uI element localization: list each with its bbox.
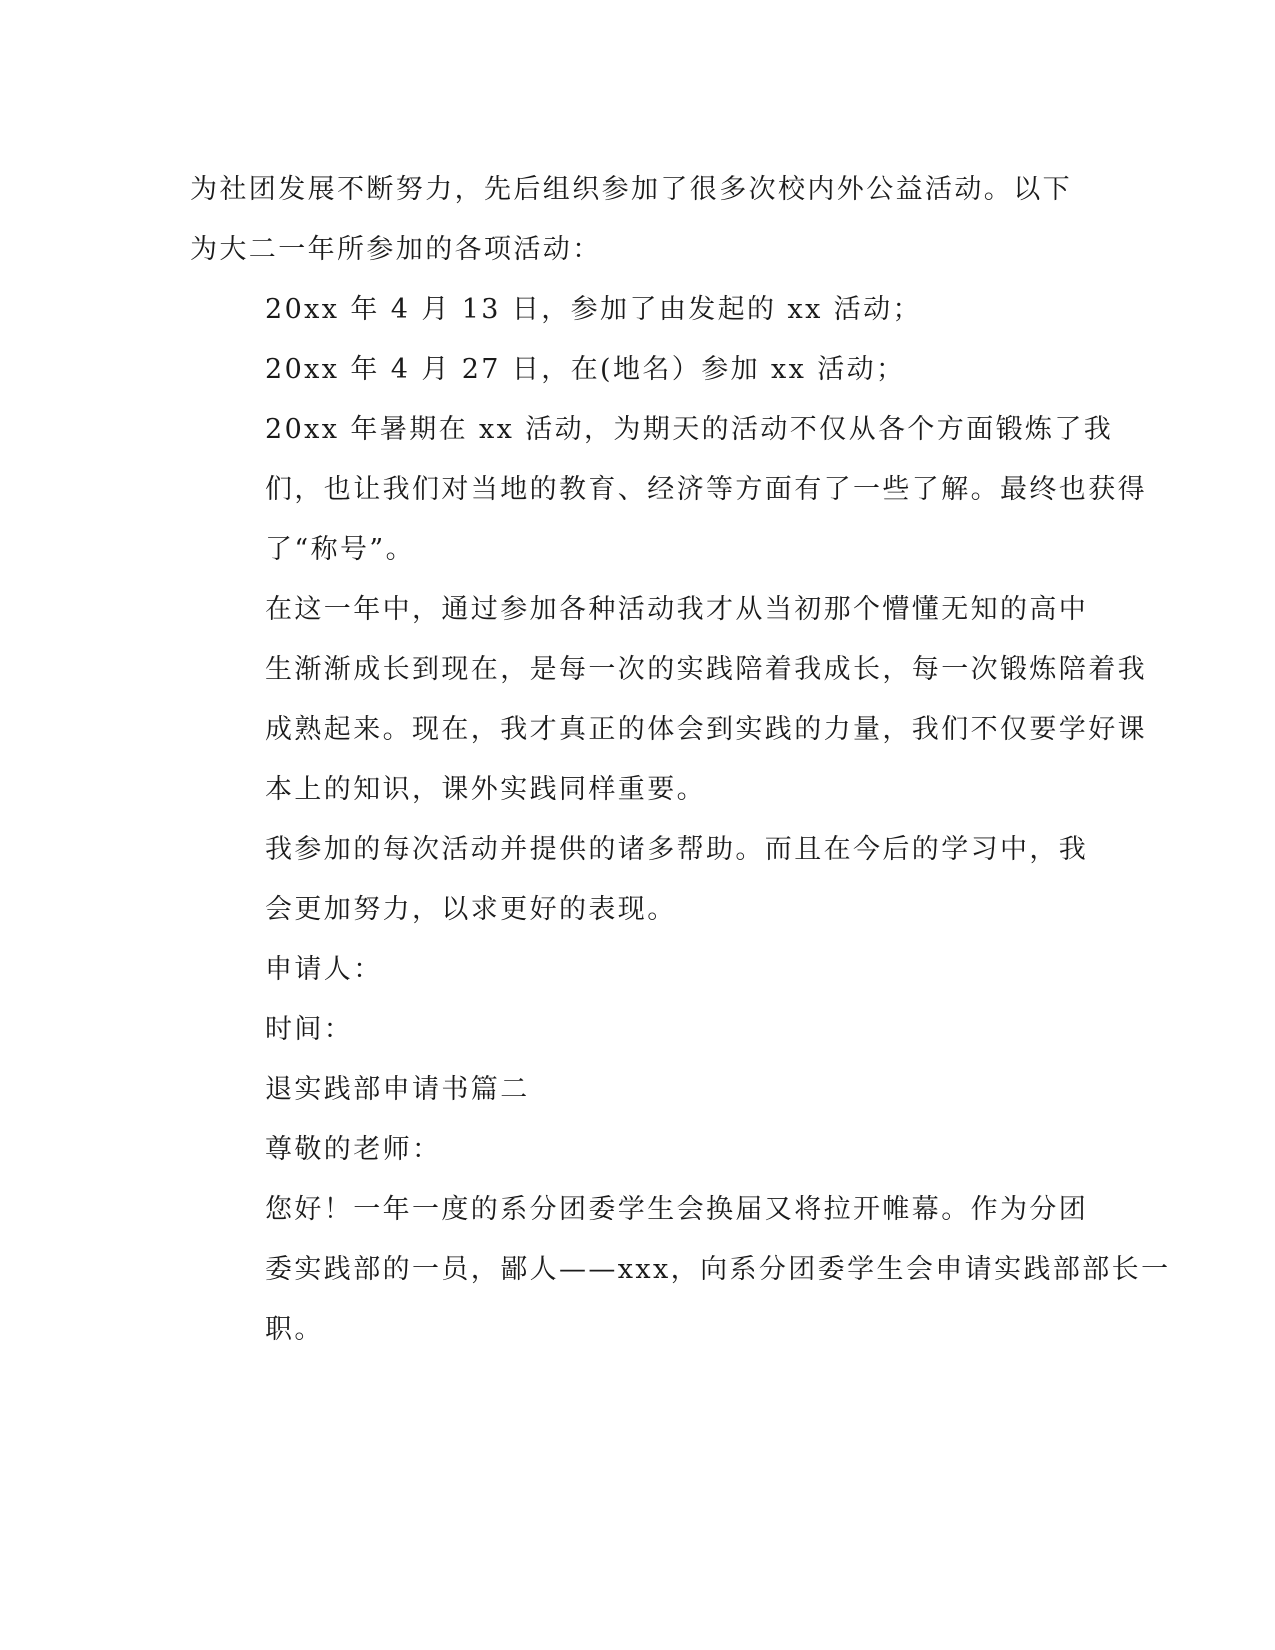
text-line: 退实践部申请书篇二 bbox=[265, 1074, 530, 1105]
paragraph-activity-april-27 bbox=[190, 340, 1080, 400]
text-line: 尊敬的老师： bbox=[265, 1134, 442, 1165]
section-title bbox=[190, 1060, 1080, 1120]
text-line: 您好！一年一度的系分团委学生会换届又将拉开帷幕。作为分团 bbox=[265, 1194, 1089, 1225]
paragraph-activity-april-13 bbox=[190, 280, 1080, 340]
text-line: 委实践部的一员，鄙人——xxx，向系分团委学生会申请实践部部长一 bbox=[265, 1254, 1171, 1285]
text-line: 成熟起来。现在，我才真正的体会到实践的力量，我们不仅要学好课 bbox=[265, 714, 1147, 745]
text-line: 本上的知识，课外实践同样重要。 bbox=[265, 774, 706, 805]
text-line: 为大二一年所参加的各项活动： bbox=[190, 234, 602, 265]
text-line: 会更加努力，以求更好的表现。 bbox=[265, 894, 677, 925]
paragraph-future-commitment bbox=[190, 820, 1089, 940]
text-line: 生渐渐成长到现在，是每一次的实践陪着我成长，每一次锻炼陪着我 bbox=[265, 654, 1147, 685]
text-line: 申请人： bbox=[265, 954, 383, 985]
text-line: 职。 bbox=[265, 1314, 324, 1345]
paragraph-summer-activity bbox=[190, 400, 1147, 580]
text-line: 20xx 年 4 月 27 日，在(地名）参加 xx 活动； bbox=[265, 354, 906, 385]
text-line: 20xx 年暑期在 xx 活动，为期天的活动不仅从各个方面锻炼了我 bbox=[265, 414, 1114, 445]
paragraph-year-reflection bbox=[190, 580, 1147, 820]
text-line: 20xx 年 4 月 13 日，参加了由发起的 xx 活动； bbox=[265, 294, 922, 325]
text-line: 们，也让我们对当地的教育、经济等方面有了一些了解。最终也获得 bbox=[265, 474, 1147, 505]
text-line: 了“称号”。 bbox=[265, 534, 416, 565]
salutation bbox=[190, 1120, 1080, 1180]
date-label bbox=[190, 1000, 1080, 1060]
applicant-label bbox=[190, 940, 1080, 1000]
text-line: 在这一年中，通过参加各种活动我才从当初那个懵懂无知的高中 bbox=[265, 594, 1089, 625]
paragraph-activities-intro bbox=[190, 160, 1080, 280]
paragraph-application-opening bbox=[190, 1180, 1171, 1360]
text-line: 时间： bbox=[265, 1014, 354, 1045]
text-line: 我参加的每次活动并提供的诸多帮助。而且在今后的学习中，我 bbox=[265, 834, 1089, 865]
text-line: 为社团发展不断努力，先后组织参加了很多次校内外公益活动。以下 bbox=[190, 174, 1072, 205]
document-body bbox=[190, 160, 1171, 1360]
